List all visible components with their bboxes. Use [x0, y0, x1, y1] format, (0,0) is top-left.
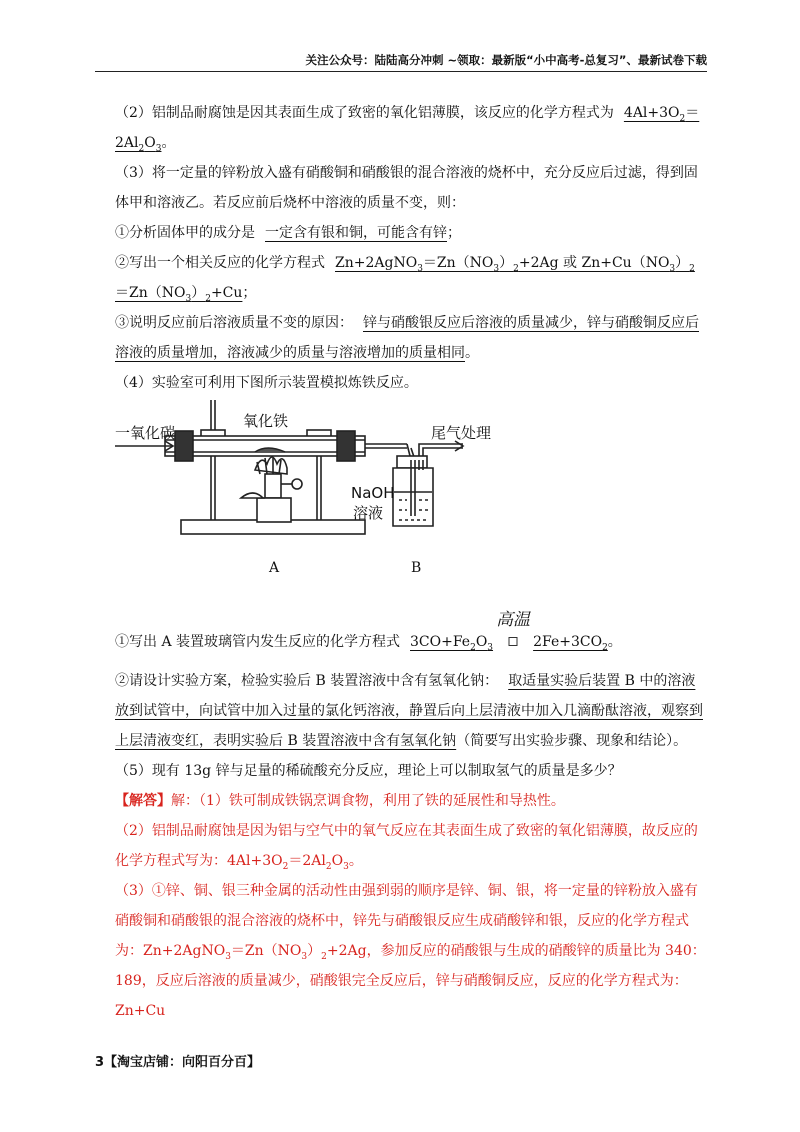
q4-part-2-answer: 取适量实验后装置 B 中的溶液放到试管中，向试管中加入过量的氯化钙溶液，静置后向上层清液中加入几滴酚酞溶液，观察到上层清液变红，表明实验后 B 装置溶液中含有氢氧化钠 — [115, 673, 703, 749]
left-stopper — [175, 431, 193, 461]
iron-smelting-apparatus-diagram — [115, 400, 707, 616]
label-iron-oxide: 氧化铁 — [243, 412, 289, 430]
label-apparatus-b: B — [411, 560, 422, 576]
condition-placeholder-box — [509, 637, 518, 646]
question-4-intro: （4）实验室可利用下图所示装置模拟炼铁反应。 — [115, 375, 418, 391]
label-apparatus-a: A — [269, 560, 280, 576]
reaction-condition: 高温 — [493, 622, 533, 662]
page-number: 3 — [95, 1055, 105, 1070]
right-stopper — [337, 431, 355, 461]
burner — [265, 474, 281, 498]
question-4-part-2: ②请设计实验方案，检验实验后 B 装置溶液中含有氢氧化钠： 取适量实验后装置 B 中的溶液放到试管中，向试管中加入过量的氯化钙溶液，静置后向上层清液中加入几滴酚酞溶液，观察到上层清液变红，表明实验后 B 装置溶液中含有氢氧化钠（简要写出实验步骤、现象和结论）。 — [115, 673, 703, 749]
q3-part-2-answer: $Zn+2AgNO_3=Zn(NO_3)_2+2Ag$ 或 $Zn+Cu(NO_3)_2=Zn(NO_3)_2+Cu$ — [115, 255, 695, 304]
question-3-part-3: ③说明反应前后溶液质量不变的原因： 锌与硝酸银反应后溶液的质量减少，锌与硝酸铜反应后溶液的质量增加，溶液减少的质量与溶液增加的质量相同。 — [115, 315, 699, 361]
q3-part-1-answer: 一定含有银和铜，可能含有锌 — [265, 225, 447, 241]
label-naoh: NaOH — [351, 484, 395, 502]
question-4-part-1: ①写出 A 装置玻璃管内发生反应的化学方程式 $3CO+Fe_2O_3$ 高温 $2Fe+3CO_2$。 — [115, 622, 707, 662]
page-footer — [95, 1051, 260, 1070]
exhaust-arrow — [455, 441, 463, 451]
answer-part-1: 【解答】解：（1）铁可制成铁锅烹调食物，利用了铁的延展性和导热性。 — [115, 793, 565, 809]
question-3-part-1: ①分析固体甲的成分是 一定含有银和铜，可能含有锌； — [115, 225, 461, 241]
label-exhaust-treatment: 尾气处理 — [431, 424, 492, 442]
q3-part-3-answer: 锌与硝酸银反应后溶液的质量减少，锌与硝酸铜反应后溶液的质量增加，溶液减少的质量与溶液增加的质量相同 — [115, 315, 699, 361]
label-solution: 溶液 — [353, 504, 384, 522]
answer-part-3: （3）①锌、铜、银三种金属的活动性由强到弱的顺序是锌、铜、银，将一定量的锌粉放入盛有硝酸铜和硝酸银的混合溶液的烧杯中，锌先与硝酸银反应生成硝酸锌和银，反应的化学方程式为：$Zn+2AgNO_3=Zn(NO_3)_2+2Ag$，参加反应的硝酸银与生成的硝酸锌的质量比为 340：189，反应后溶液的质量减少，硝酸银完全反应后，锌与硝酸铜反应，反应的化学方程式为：Zn+Cu — [115, 883, 706, 1019]
page-header: 关注公众号：陆陆高分冲刺 ~领取：最新版“小中高考-总复习”、最新试卷下载 — [305, 53, 707, 67]
question-5: （5）现有 13g 锌与足量的稀硫酸充分反应，理论上可以制取氢气的质量是多少？ — [115, 763, 622, 779]
label-carbon-monoxide: 一氧化碳 — [115, 424, 176, 442]
q2-answer: $4Al+3O_2=$ $2Al_2O_3$ — [115, 105, 700, 154]
shop-name: 【淘宝店铺：向阳百分百】 — [104, 1055, 261, 1070]
q4-part-1-answer: $3CO+Fe_2O_3$ 高温 $2Fe+3CO_2$ — [410, 634, 608, 650]
question-2: （2）铝制品耐腐蚀是因其表面生成了致密的氧化铝薄膜，该反应的化学方程式为 $4Al+3O_2=$ $2Al_2O_3$。 — [115, 105, 700, 154]
apparatus-drawing — [115, 400, 707, 616]
header-divider — [95, 71, 707, 72]
answer-part-2: （2）铝制品耐腐蚀是因为铝与空气中的氧气反应在其表面生成了致密的氧化铝薄膜，故反应的化学方程式写为：$4Al+3O_2=2Al_2O_3$。 — [115, 823, 698, 872]
question-3-part-2: ②写出一个相关反应的化学方程式 $Zn+2AgNO_3=Zn(NO_3)_2+2Ag$ 或 $Zn+Cu(NO_3)_2=Zn(NO_3)_2+Cu$； — [115, 255, 695, 304]
gas-washing-bottle — [393, 468, 433, 526]
question-3-intro: （3）将一定量的锌粉放入盛有硝酸铜和硝酸银的混合溶液的烧杯中，充分反应后过滤，得到固体甲和溶液乙。若反应前后烧杯中溶液的质量不变，则： — [115, 165, 698, 211]
glass-tube — [165, 436, 365, 456]
answer-label: 【解答】 — [115, 793, 171, 809]
document-body — [115, 98, 707, 1026]
